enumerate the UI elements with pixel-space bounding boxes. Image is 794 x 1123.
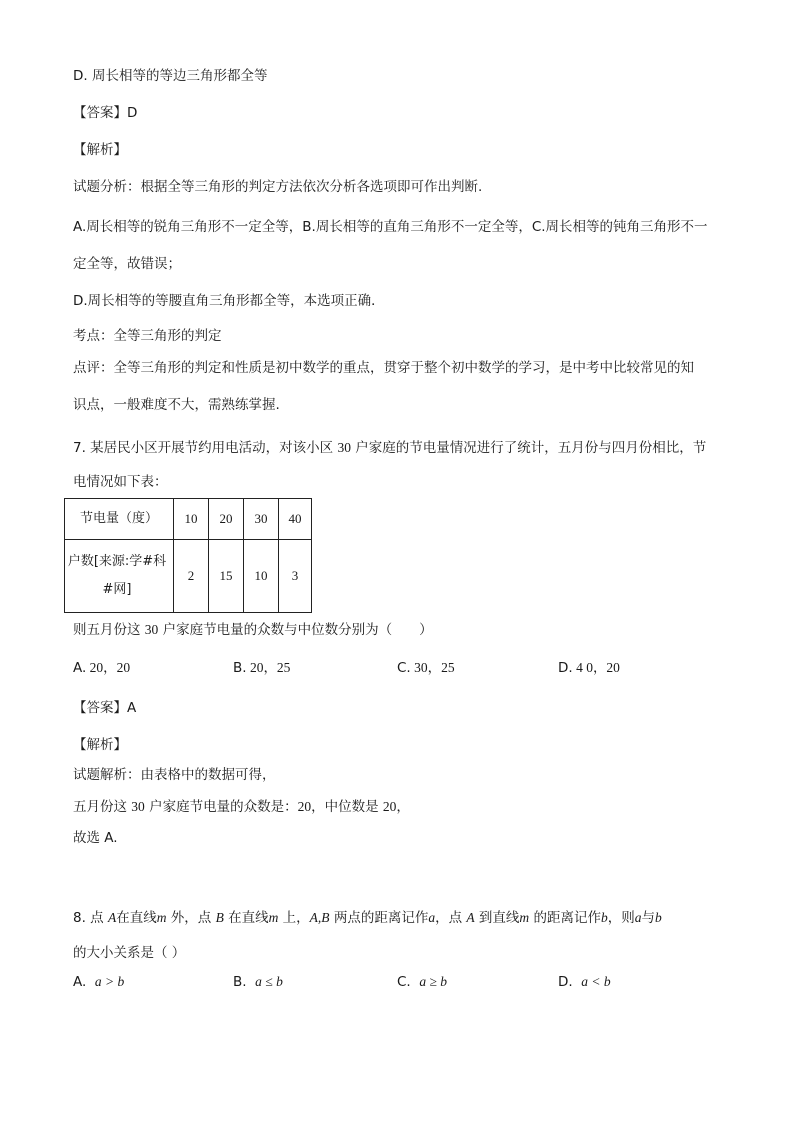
q6-answer: 【答案】D — [73, 105, 138, 121]
q7-stem-line2: 电情况如下表： — [73, 474, 168, 490]
q8-option-b: B. a ≤ b — [233, 974, 283, 990]
q8-option-d: D. a < b — [558, 974, 611, 990]
q6-dianping-line2: 识点，一般难度不大，需熟练掌握. — [73, 397, 280, 413]
q7-option-b: B. 20，25 — [233, 660, 291, 676]
table-header-cell: 节电量（度） — [65, 499, 174, 540]
table-cell: 20 — [209, 499, 244, 540]
q7-option-a: A. 20，20 — [73, 660, 131, 676]
table-row — [65, 540, 312, 613]
q7-analysis-line1: 试题解析：由表格中的数据可得， — [73, 767, 276, 783]
table-cell: 40 — [279, 499, 312, 540]
q6-analysis-line2: A.周长相等的锐角三角形不一定全等，B.周长相等的直角三角形不一定全等，C.周长相等的钝角三角形不一 — [73, 219, 708, 235]
table-cell: 15 — [209, 540, 244, 613]
q6-kaodian: 考点：全等三角形的判定 — [73, 328, 222, 344]
q8-stem-line2: 的大小关系是（ ） — [73, 945, 186, 961]
q7-option-d: D. 4 0，20 — [558, 660, 620, 676]
table-header-cell: 户数[来源:学#科#网] — [65, 540, 174, 613]
q6-dianping-line1: 点评：全等三角形的判定和性质是初中数学的重点，贯穿于整个初中数学的学习，是中考中比较常见的知 — [73, 360, 694, 376]
q6-analysis-label: 【解析】 — [73, 142, 127, 158]
table-cell: 2 — [174, 540, 209, 613]
q6-analysis-line4: D.周长相等的等腰直角三角形都全等，本选项正确． — [73, 293, 385, 309]
q6-analysis-line1: 试题分析：根据全等三角形的判定方法依次分析各选项即可作出判断. — [73, 179, 483, 195]
table-cell: 3 — [279, 540, 312, 613]
q8-option-a: A. a > b — [73, 974, 125, 990]
q6-option-d: D. 周长相等的等边三角形都全等 — [73, 68, 268, 84]
q7-question: 则五月份这 30 户家庭节电量的众数与中位数分别为（ ） — [73, 622, 433, 638]
q7-answer: 【答案】A — [73, 700, 137, 716]
q7-option-c: C. 30，25 — [397, 660, 455, 676]
q7-analysis-line3: 故选 A. — [73, 830, 118, 846]
q8-stem-line1: 8. 点 A在直线m 外，点 B 在直线m 上，A,B 两点的距离记作a，点 A 到直线m 的距离记作b，则a与b — [73, 910, 662, 926]
q7-analysis-label: 【解析】 — [73, 737, 127, 753]
table-cell: 30 — [244, 499, 279, 540]
table-row — [65, 499, 312, 540]
table-cell: 10 — [174, 499, 209, 540]
electricity-saving-table — [64, 498, 312, 613]
q6-analysis-line3: 定全等，故错误； — [73, 256, 181, 272]
q8-option-c: C. a ≥ b — [397, 974, 447, 990]
table-cell: 10 — [244, 540, 279, 613]
q7-stem-line1: 7. 某居民小区开展节约用电活动，对该小区 30 户家庭的节电量情况进行了统计，五月份与四月份相比，节 — [73, 440, 707, 456]
q7-analysis-line2: 五月份这 30 户家庭节电量的众数是：20，中位数是 20， — [73, 799, 410, 815]
